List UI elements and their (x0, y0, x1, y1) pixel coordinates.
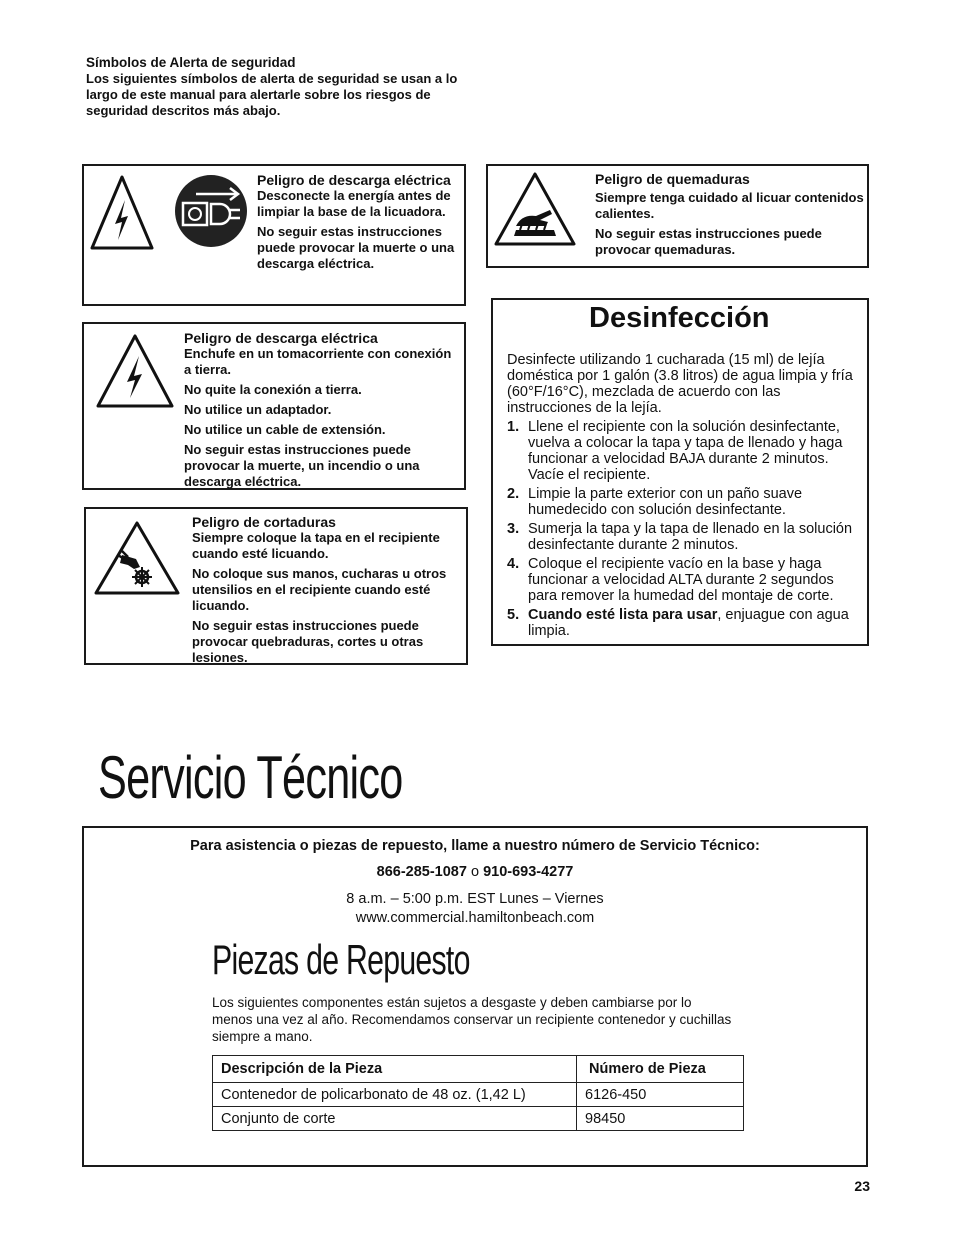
parts-table (212, 1055, 744, 1131)
warning-text-shock-unplug (257, 172, 463, 276)
unplug-icon (174, 174, 248, 248)
warning-line: No seguir estas instrucciones puede provocar la muerte, un incendio o una descarga eléctrica. (184, 442, 420, 489)
warning-line: Siempre coloque la tapa en el recipiente cuando esté licuando. (192, 530, 440, 561)
column-header-description: Descripción de la Pieza (213, 1056, 577, 1083)
service-heading: Servicio Técnico (98, 744, 403, 811)
warning-line: No utilice un cable de extensión. (184, 422, 386, 437)
part-number: 98450 (577, 1107, 744, 1131)
parts-heading: Piezas de Repuesto (212, 936, 470, 983)
warning-line: No seguir estas instrucciones puede provocar quemaduras. (595, 226, 822, 257)
service-assist-text: Para asistencia o piezas de repuesto, llame a nuestro número de Servicio Técnico: (190, 838, 760, 854)
warning-box-burn (486, 164, 869, 268)
warning-line: Enchufe en un tomacorriente con conexión a tierra. (184, 346, 452, 377)
table-header-row (213, 1056, 744, 1083)
disinfection-step (507, 486, 857, 518)
parts-description: Los siguientes componentes están sujetos a desgaste y deben cambiarse por lo menos una vez al año. Recomendamos conservar un recipiente contenedor y cuchillas siempre a mano. (212, 995, 732, 1044)
part-number: 6126-450 (577, 1083, 744, 1107)
disinfection-body (507, 352, 857, 642)
step-text: Coloque el recipiente vacío en la base y haga funcionar a velocidad ALTA durante 2 segundos para remover la humedad del montaje de corte. (528, 556, 834, 604)
disinfection-steps (507, 419, 857, 639)
warning-box-cut (84, 507, 468, 665)
step-text: Llene el recipiente con la solución desinfectante, vuelva a colocar la tapa y tapa de llenado y haga funcionar a velocidad BAJA durante 2 minutos. Vacíe el recipiente. (528, 419, 843, 483)
step-number: 3. (507, 521, 520, 537)
warning-line: No quite la conexión a tierra. (184, 382, 362, 397)
warning-line: No coloque sus manos, cucharas u otros utensilios en el recipiente cuando esté licuando. (192, 566, 447, 613)
disinfection-step (507, 556, 857, 604)
warning-line: No utilice un adaptador. (184, 402, 332, 417)
step-text: , enjuague con agua limpia. (528, 607, 849, 639)
disinfection-title: Desinfección (589, 302, 770, 334)
disinfection-intro: Desinfecte utilizando 1 cucharada (15 ml) de lejía doméstica por 1 galón (3.8 litros) de agua limpia y fría (60°F/16°C), mezclada de acuerdo con las instrucciones de la lejía. (507, 352, 853, 416)
warning-title: Peligro de descarga eléctrica (257, 172, 451, 188)
warning-box-shock-ground (82, 322, 466, 490)
service-phones (84, 864, 866, 880)
electric-shock-warning-icon (94, 332, 176, 410)
service-website-link[interactable]: www.commercial.hamiltonbeach.com (355, 910, 595, 926)
disinfection-step (507, 607, 857, 639)
disinfection-step (507, 419, 857, 483)
warning-line: No seguir estas instrucciones puede provocar la muerte o una descarga eléctrica. (257, 224, 455, 271)
electric-shock-warning-icon (88, 172, 156, 252)
disinfection-box (491, 298, 869, 646)
table-row (213, 1083, 744, 1107)
safety-symbols-intro (86, 55, 476, 119)
step-number: 4. (507, 556, 520, 572)
step-number: 5. (507, 607, 520, 623)
warning-title: Peligro de cortaduras (192, 514, 336, 530)
step-text-bold: Cuando esté lista para usar (528, 607, 718, 623)
step-text: Limpie la parte exterior con un paño suave humedecido con solución desinfectante. (528, 486, 803, 518)
cut-hazard-icon (92, 519, 182, 597)
step-number: 2. (507, 486, 520, 502)
warning-line: Desconecte la energía antes de limpiar la base de la licuadora. (257, 188, 451, 219)
disinfection-step (507, 521, 857, 553)
warning-text-cut (192, 514, 460, 670)
intro-text: Los siguientes símbolos de alerta de seguridad se usan a lo largo de este manual para alertarle sobre los riesgos de seguridad descritos más abajo. (86, 71, 458, 118)
column-header-part-number: Número de Pieza (577, 1056, 744, 1083)
warning-title: Peligro de descarga eléctrica (184, 330, 378, 346)
part-description: Conjunto de corte (213, 1107, 577, 1131)
table-row (213, 1107, 744, 1131)
service-phone-2[interactable]: 910-693-4277 (483, 864, 574, 880)
warning-text-shock-ground (184, 330, 454, 494)
part-description: Contenedor de policarbonato de 48 oz. (1,42 L) (213, 1083, 577, 1107)
warning-line: Siempre tenga cuidado al licuar contenidos calientes. (595, 190, 864, 221)
service-hours: 8 a.m. – 5:00 p.m. EST Lunes – Viernes (346, 891, 604, 907)
service-phone-1[interactable]: 866-285-1087 (376, 864, 467, 880)
warning-line: No seguir estas instrucciones puede provocar quebraduras, cortes u otras lesiones. (192, 618, 424, 665)
page-number: 23 (854, 1178, 870, 1194)
burn-hazard-icon (492, 170, 578, 248)
phone-separator: o (466, 864, 484, 880)
intro-title: Símbolos de Alerta de seguridad (86, 55, 296, 70)
service-box (82, 826, 868, 1167)
step-text: Sumerja la tapa y la tapa de llenado en la solución desinfectante durante 2 minutos. (528, 521, 853, 553)
step-number: 1. (507, 419, 520, 435)
warning-text-burn (595, 171, 865, 262)
warning-title: Peligro de quemaduras (595, 171, 750, 187)
warning-box-shock-unplug (82, 164, 466, 306)
